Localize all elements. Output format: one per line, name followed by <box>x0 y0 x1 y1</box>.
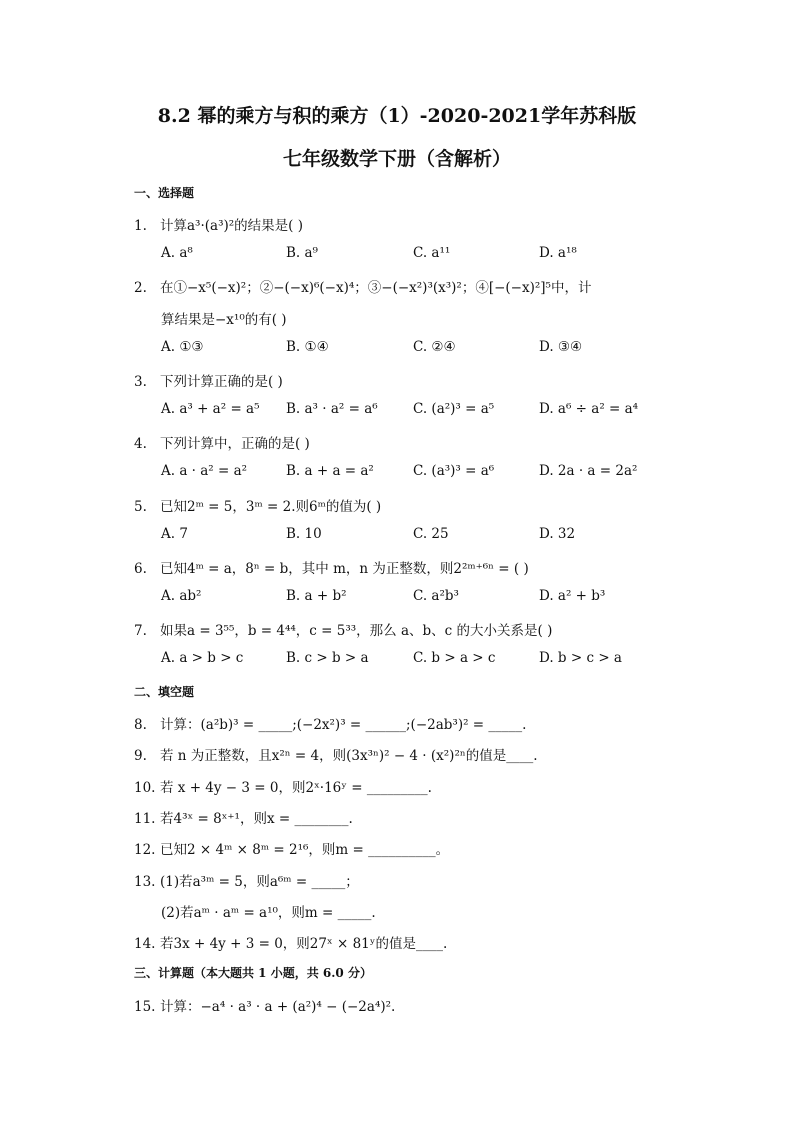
option-c[interactable]: C. (a²)³ = a⁵ <box>413 401 495 417</box>
question-number: 5. <box>134 499 147 515</box>
option-c[interactable]: C. a¹¹ <box>413 245 451 261</box>
option-c[interactable]: C. a²b³ <box>413 588 459 604</box>
option-b[interactable]: B. a³ · a² = a⁶ <box>286 401 378 417</box>
option-d[interactable]: D. a⁶ ÷ a² = a⁴ <box>539 401 639 417</box>
option-b[interactable]: B. ①④ <box>286 339 329 355</box>
option-b[interactable]: B. c > b > a <box>286 650 369 666</box>
question-number: 9. <box>134 748 147 764</box>
question-4 <box>134 432 310 452</box>
document-title-line1: 8.2 幂的乘方与积的乘方（1）-2020-2021学年苏科版 <box>157 105 637 127</box>
question-number: 1. <box>134 218 147 234</box>
option-d[interactable]: D. 2a · a = 2a² <box>539 463 638 479</box>
question-5 <box>134 495 381 515</box>
question-number: 10. <box>134 780 156 796</box>
question-13 <box>134 870 359 890</box>
question-text: 如果a = 3⁵⁵，b = 4⁴⁴，c = 5³³，那么 a、b、c 的大小关系是( ) <box>160 623 553 639</box>
question-14 <box>134 932 447 952</box>
option-a[interactable]: A. ①③ <box>161 339 204 355</box>
option-a[interactable]: A. a · a² = a² <box>161 463 248 479</box>
question-3 <box>134 370 283 390</box>
option-d[interactable]: D. a² + b³ <box>539 588 606 604</box>
option-a[interactable]: A. 7 <box>161 526 188 542</box>
question-number: 2. <box>134 280 147 296</box>
document-title-line2: 七年级数学下册（含解析） <box>282 148 511 170</box>
question-number: 14. <box>134 936 156 952</box>
question-number: 8. <box>134 717 147 733</box>
question-12 <box>134 838 449 858</box>
question-text: 计算a³·(a³)²的结果是( ) <box>160 218 303 234</box>
question-text: 若 x + 4y − 3 = 0，则2ˣ·16ʸ = _________. <box>160 780 432 796</box>
question-text: 计算：(a²b)³ = _____;(−2x²)³ = ______;(−2ab³)² = _____. <box>160 717 527 733</box>
option-b[interactable]: B. 10 <box>286 526 322 542</box>
question-11 <box>134 807 353 827</box>
option-b[interactable]: B. a⁹ <box>286 245 318 261</box>
question-2-line2: 算结果是−x¹⁰的有( ) <box>161 312 287 328</box>
option-d[interactable]: D. a¹⁸ <box>539 245 577 261</box>
option-a[interactable]: A. a⁸ <box>161 245 193 261</box>
option-a[interactable]: A. a > b > c <box>161 650 244 666</box>
section-heading-choice: 一、选择题 <box>134 186 195 200</box>
option-a[interactable]: A. a³ + a² = a⁵ <box>161 401 260 417</box>
option-d[interactable]: D. ③④ <box>539 339 583 355</box>
question-15 <box>134 995 395 1015</box>
question-number: 6. <box>134 561 147 577</box>
question-10 <box>134 776 432 796</box>
question-text: 若3x + 4y + 3 = 0，则27ˣ × 81ʸ的值是____. <box>160 936 448 952</box>
question-number: 13. <box>134 874 156 890</box>
question-number: 3. <box>134 374 147 390</box>
question-2 <box>134 276 591 296</box>
question-number: 11. <box>134 811 156 827</box>
option-d[interactable]: D. b > c > a <box>539 650 622 666</box>
option-a[interactable]: A. ab² <box>161 588 202 604</box>
question-6 <box>134 557 529 577</box>
question-number: 15. <box>134 999 156 1015</box>
option-c[interactable]: C. b > a > c <box>413 650 496 666</box>
question-1 <box>134 214 303 234</box>
option-c[interactable]: C. ②④ <box>413 339 456 355</box>
question-text: 若4³ˣ = 8ˣ⁺¹，则x = ________. <box>160 811 353 827</box>
option-b[interactable]: B. a + b² <box>286 588 347 604</box>
option-b[interactable]: B. a + a = a² <box>286 463 374 479</box>
question-text: 计算：−a⁴ · a³ · a + (a²)⁴ − (−2a⁴)². <box>160 999 396 1015</box>
section-heading-calc: 三、计算题（本大题共 1 小题，共 6.0 分） <box>134 966 372 980</box>
question-text: 已知2 × 4ᵐ × 8ᵐ = 2¹⁶，则m = __________。 <box>160 842 450 858</box>
question-text: 下列计算中，正确的是( ) <box>160 436 310 452</box>
question-number: 4. <box>134 436 147 452</box>
option-c[interactable]: C. (a³)³ = a⁶ <box>413 463 495 479</box>
option-c[interactable]: C. 25 <box>413 526 449 542</box>
question-text: 下列计算正确的是( ) <box>160 374 283 390</box>
question-13-line2: (2)若aᵐ · aᵐ = a¹⁰，则m = _____. <box>161 905 376 921</box>
question-text: 已知4ᵐ = a，8ⁿ = b，其中 m，n 为正整数，则2²ᵐ⁺⁶ⁿ = ( ) <box>160 561 529 577</box>
question-8 <box>134 713 526 733</box>
section-heading-fill: 二、填空题 <box>134 685 195 699</box>
option-d[interactable]: D. 32 <box>539 526 576 542</box>
question-text-line1: (1)若a³ᵐ = 5，则a⁶ᵐ = _____； <box>160 874 359 890</box>
question-number: 12. <box>134 842 156 858</box>
question-7 <box>134 619 552 639</box>
question-text: 若 n 为正整数，且x²ⁿ = 4，则(3x³ⁿ)² − 4 · (x²)²ⁿ的值是____. <box>160 748 538 764</box>
question-number: 7. <box>134 623 147 639</box>
question-text: 已知2ᵐ = 5，3ᵐ = 2.则6ᵐ的值为( ) <box>160 499 382 515</box>
question-text-line1: 在①−x⁵(−x)²；②−(−x)⁶(−x)⁴；③−(−x²)³(x³)²；④[−(−x)²]⁵中，计 <box>160 280 592 296</box>
question-9 <box>134 744 538 764</box>
